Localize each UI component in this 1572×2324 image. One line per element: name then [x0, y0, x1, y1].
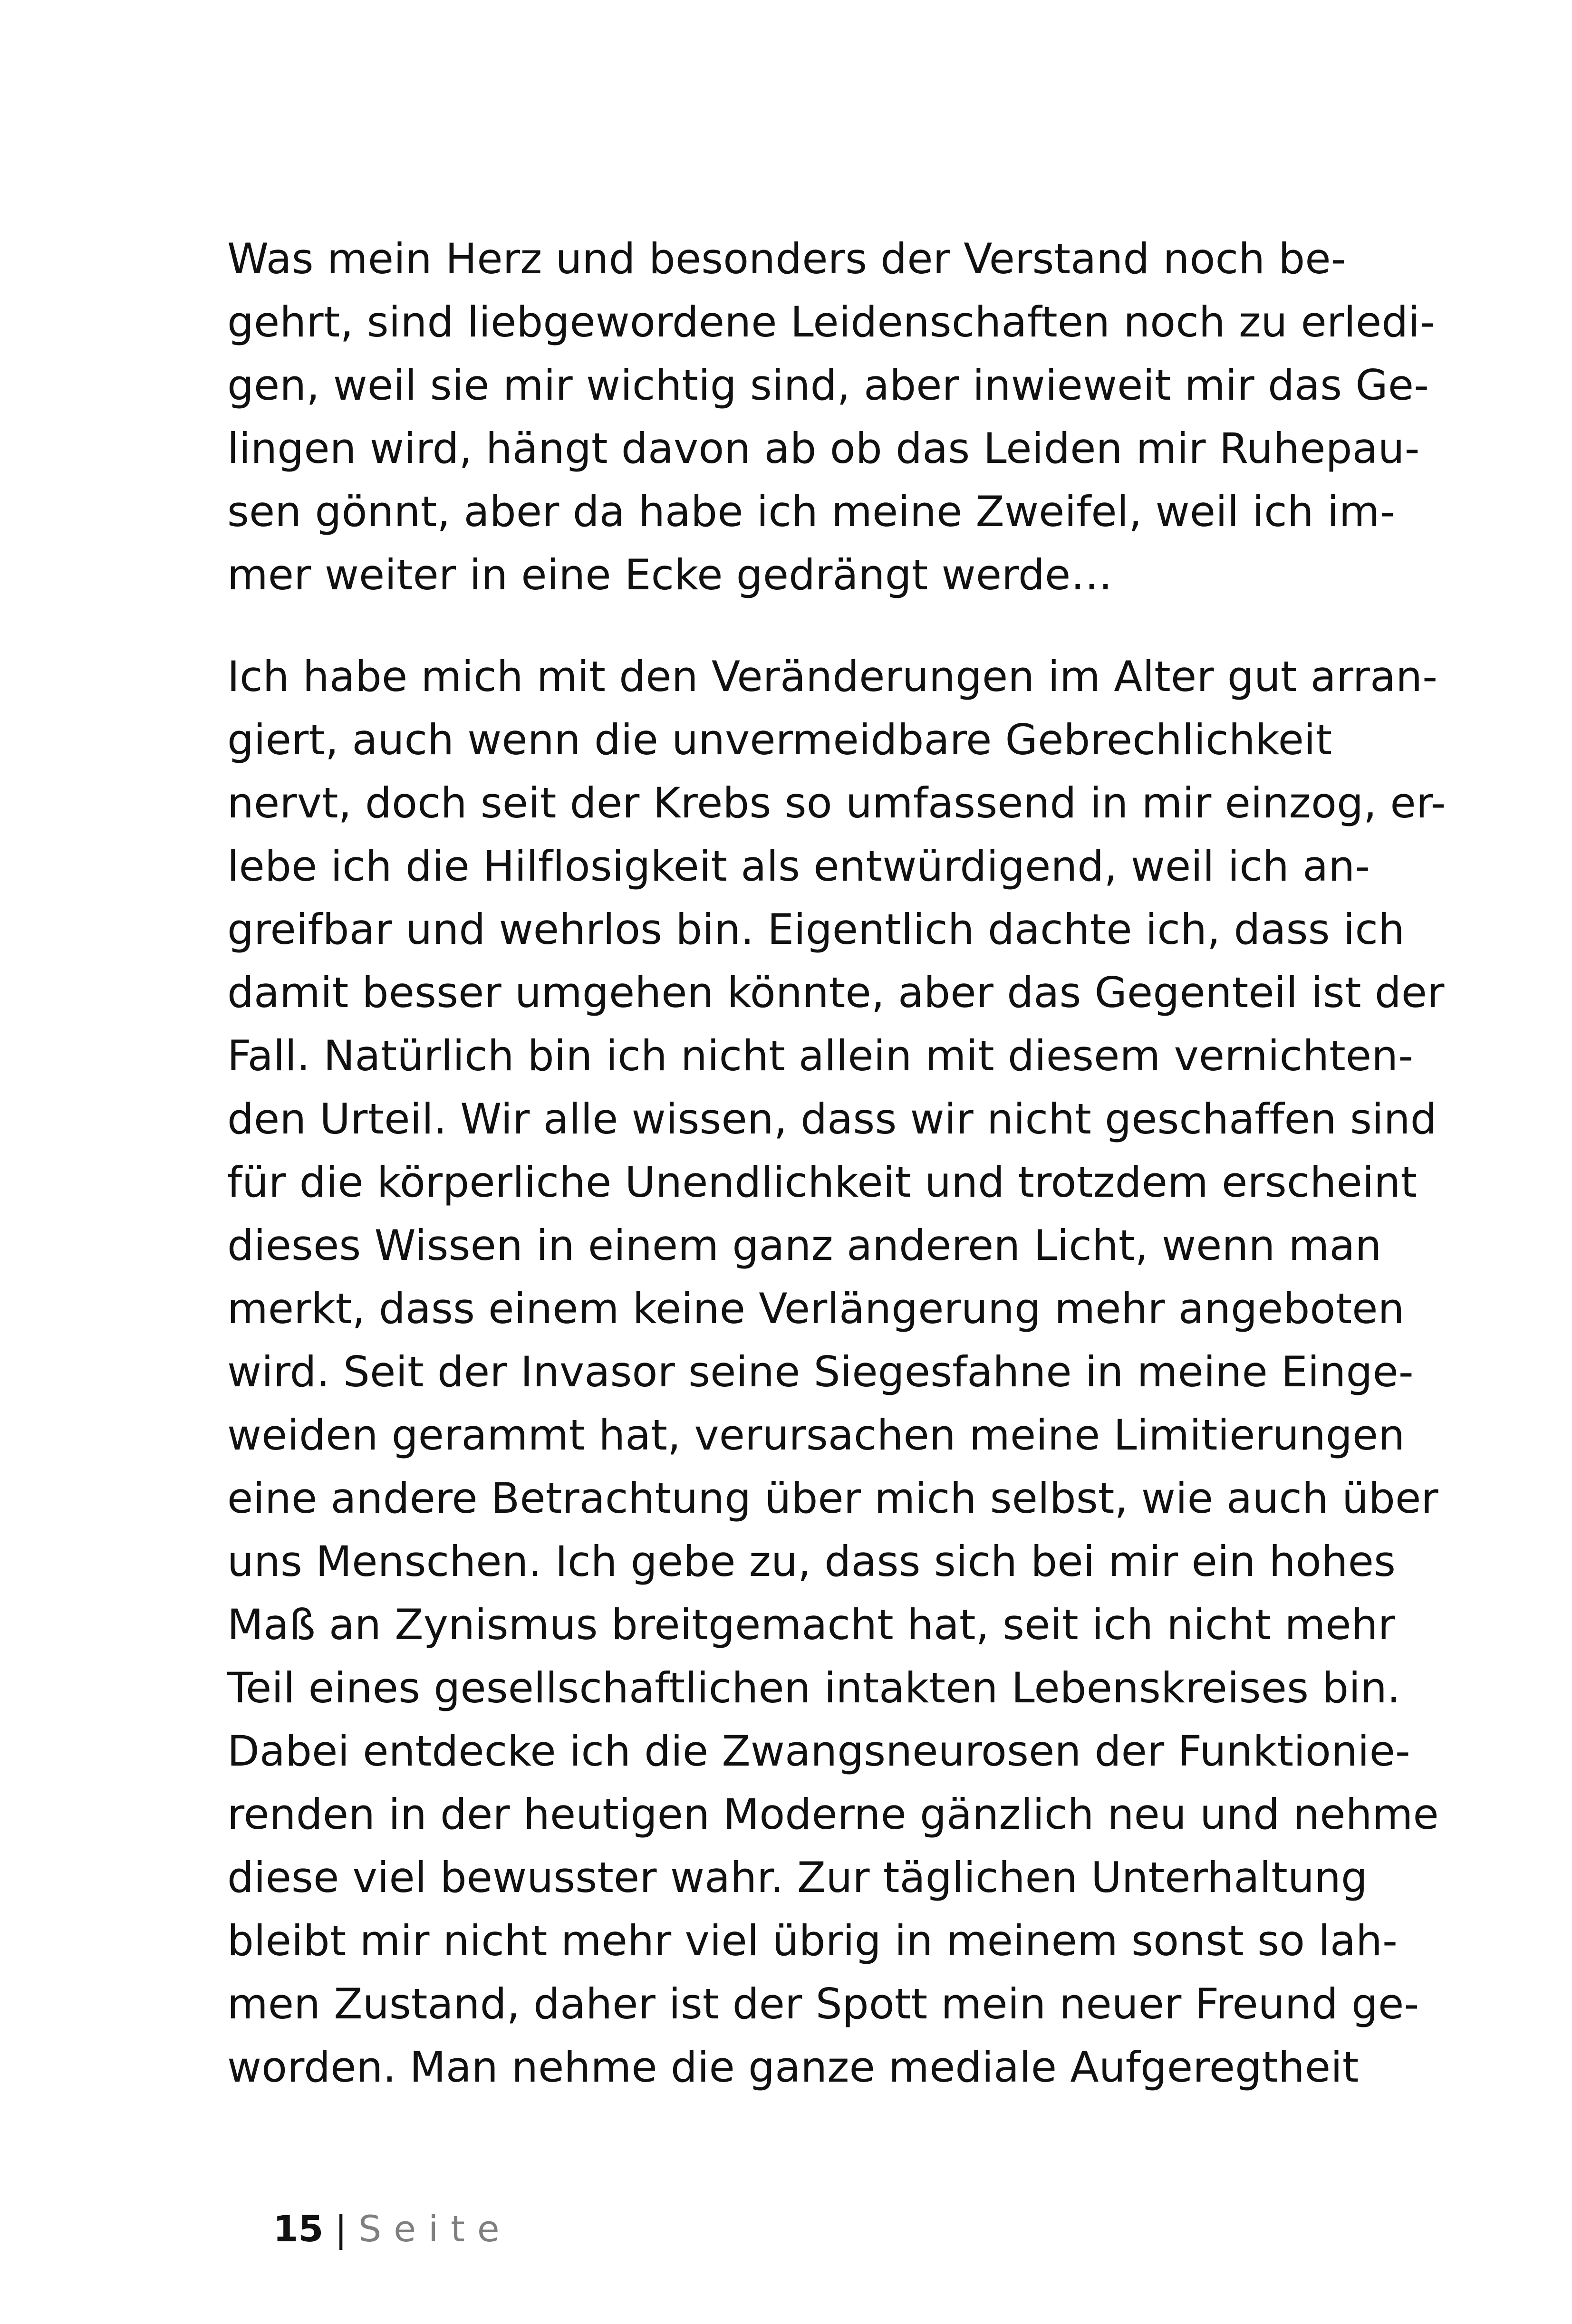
text-line: weiden gerammt hat, verursachen meine Limitierungen [227, 1411, 1405, 1460]
text-line: worden. Man nehme die ganze mediale Aufgeregtheit [227, 2043, 1359, 2092]
page-footer [227, 2151, 512, 2250]
text-line: Teil eines gesellschaftlichen intakten Lebenskreises bin. [227, 1663, 1401, 1712]
text-line: den Urteil. Wir alle wissen, dass wir nicht geschaffen sind [227, 1095, 1437, 1143]
text-line: merkt, dass einem keine Verlängerung mehr angeboten [227, 1284, 1405, 1333]
text-line: gehrt, sind liebgewordene Leidenschaften noch zu erledi- [227, 298, 1435, 346]
text-line: Maß an Zynismus breitgemacht hat, seit ich nicht mehr [227, 1600, 1396, 1649]
text-line: gen, weil sie mir wichtig sind, aber inwieweit mir das Ge- [227, 361, 1429, 410]
footer-label: Seite [358, 2208, 512, 2250]
text-line: Ich habe mich mit den Veränderungen im Alter gut arran- [227, 652, 1438, 701]
paragraph [227, 645, 1446, 2099]
text-line: bleibt mir nicht mehr viel übrig in meinem sonst so lah- [227, 1916, 1398, 1965]
text-line: men Zustand, daher ist der Spott mein neuer Freund ge- [227, 1979, 1419, 2028]
paragraph [227, 227, 1435, 606]
text-line: sen gönnt, aber da habe ich meine Zweifel, weil ich im- [227, 487, 1395, 536]
text-line: lingen wird, hängt davon ab ob das Leiden mir Ruhepau- [227, 424, 1420, 473]
text-line: lebe ich die Hilflosigkeit als entwürdigend, weil ich an- [227, 842, 1370, 891]
text-line: Dabei entdecke ich die Zwangsneurosen der Funktionie- [227, 1727, 1410, 1776]
text-line: diese viel bewusster wahr. Zur täglichen Unterhaltung [227, 1853, 1368, 1902]
text-line: dieses Wissen in einem ganz anderen Licht, wenn man [227, 1221, 1382, 1270]
text-line: Fall. Natürlich bin ich nicht allein mit diesem vernichten- [227, 1031, 1414, 1080]
text-line: renden in der heutigen Moderne gänzlich neu und nehme [227, 1790, 1439, 1839]
body-text [227, 227, 1446, 2099]
page-number: 15 [273, 2208, 324, 2250]
text-line: eine andere Betrachtung über mich selbst, wie auch über [227, 1474, 1438, 1523]
text-line: mer weiter in eine Ecke gedrängt werde… [227, 550, 1113, 599]
text-line: damit besser umgehen könnte, aber das Gegenteil ist der [227, 968, 1445, 1017]
text-line: giert, auch wenn die unvermeidbare Gebrechlichkeit [227, 715, 1332, 764]
text-line: nervt, doch seit der Krebs so umfassend in mir einzog, er- [227, 778, 1446, 827]
text-line: Was mein Herz und besonders der Verstand noch be- [227, 234, 1346, 283]
text-line: wird. Seit der Invasor seine Siegesfahne in meine Einge- [227, 1347, 1414, 1396]
text-line: für die körperliche Unendlichkeit und trotzdem erscheint [227, 1158, 1418, 1207]
text-line: uns Menschen. Ich gebe zu, dass sich bei mir ein hohes [227, 1537, 1396, 1586]
footer-separator: | [335, 2208, 347, 2250]
text-line: greifbar und wehrlos bin. Eigentlich dachte ich, dass ich [227, 905, 1405, 954]
